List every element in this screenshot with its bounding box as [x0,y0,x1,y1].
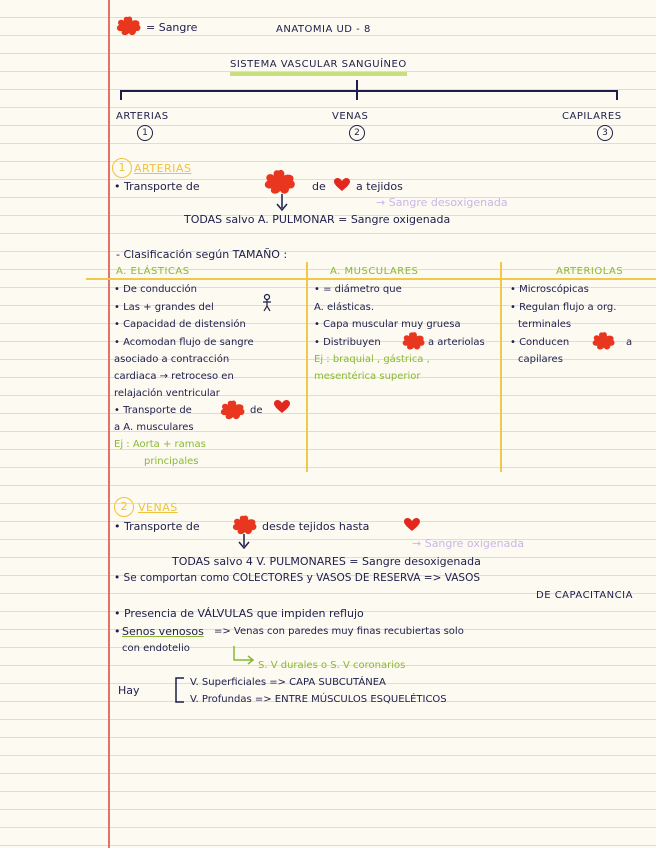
branch-num-1: 1 [137,125,153,141]
list-item: mesentérica superior [314,371,421,382]
venas-heading: VENAS [138,501,178,514]
list-item: • De conducción [114,284,197,295]
page-title: ANATOMIA UD - 8 [276,24,371,35]
arterias-transport-post: a tejidos [356,180,403,193]
venas-senos-examples: S. V durales o S. V coronarios [258,660,406,671]
list-item: • Transporte de [114,405,192,416]
blood-splat-icon [400,330,426,352]
col-arteriolas-title: ARTERIOLAS [556,266,624,277]
person-icon [262,294,272,312]
list-item: • Capacidad de distensión [114,319,246,330]
venas-todas: TODAS salvo 4 V. PULMONARES = Sangre desoxigenada [172,555,481,568]
list-item: • Acomodan flujo de sangre [114,337,254,348]
branch-capilares: CAPILARES [562,111,622,122]
legend-text: = Sangre [146,21,198,34]
table-divider-1 [306,262,308,472]
section-title: SISTEMA VASCULAR SANGUÍNEO [230,58,407,76]
col2-to-arteriolas: a arteriolas [428,337,485,348]
branch-num-2: 2 [349,125,365,141]
blood-splat-icon [218,398,246,422]
col1-example2: principales [144,456,199,467]
branch-num-3: 3 [597,125,613,141]
venas-senos: Senos venosos [122,625,204,638]
arterias-heading-num: 1 [112,158,132,178]
venas-note: → Sangre oxigenada [412,537,525,550]
venas-hay: Hay [118,684,140,697]
arterias-transport-mid: de [312,180,326,193]
table-divider-2 [500,262,502,472]
venas-profundas: V. Profundas => ENTRE MÚSCULOS ESQUELÉTICOS [190,694,447,705]
blood-splat-icon [590,330,616,352]
col1-transport-de: de [250,405,263,416]
list-item: cardiaca → retroceso en [114,371,234,382]
blood-splat-icon [258,168,300,196]
venas-senos-bullet: • [114,625,121,638]
list-item: capilares [518,354,563,365]
down-arrow-icon [276,194,288,212]
col-musculares-title: A. MUSCULARES [330,266,419,277]
list-item: • Conducen [510,337,570,348]
list-item: • Capa muscular muy gruesa [314,319,461,330]
heart-icon [274,400,290,414]
list-item: • = diámetro que [314,284,402,295]
list-item: • Distribuyen [314,337,381,348]
venas-senos-rest: => Venas con paredes muy finas recubiertas solo [214,626,464,637]
bracket-icon [172,676,186,704]
branch-arterias: ARTERIAS [116,111,169,122]
col1-example: Ej : Aorta + ramas [114,439,206,450]
col3-a: a [626,337,633,348]
arterias-transport-pre: • Transporte de [114,180,200,193]
arterias-note: → Sangre desoxigenada [376,196,508,209]
venas-colectores: • Se comportan como COLECTORES y VASOS DE RESERVA => VASOS [114,572,481,584]
list-item: Ej : braquial , gástrica , [314,354,430,365]
venas-senos-rest2: con endotelio [122,643,190,654]
list-item: relajación ventricular [114,388,220,399]
heart-icon [404,518,420,532]
venas-capacitancia: DE CAPACITANCIA [536,590,633,601]
list-item: asociado a contracción [114,354,230,365]
branch-venas: VENAS [332,111,369,122]
arterias-heading: ARTERIAS [134,162,192,175]
venas-heading-num: 2 [114,497,134,517]
venas-valvulas: • Presencia de VÁLVULAS que impiden reflujo [114,607,364,620]
list-item: A. elásticas. [314,302,375,313]
table-header-line [86,278,656,280]
list-item: terminales [518,319,572,330]
col-elasticas-title: A. ELÁSTICAS [116,266,190,277]
list-item: • Microscópicas [510,284,589,295]
arterias-todas: TODAS salvo A. PULMONAR = Sangre oxigenada [184,213,451,226]
margin-line [108,0,110,848]
blood-splat-icon [230,514,258,536]
arterias-clasificacion: - Clasificación según TAMAÑO : [116,248,288,261]
venas-transport-pre: • Transporte de [114,520,200,533]
tree-bracket [120,90,618,92]
down-arrow-icon [238,534,250,550]
heart-icon [334,178,350,192]
venas-superficiales: V. Superficiales => CAPA SUBCUTÁNEA [190,677,386,688]
arrow-icon [232,646,256,666]
list-item: • Las + grandes del [114,302,214,313]
list-item: • Regulan flujo a org. [510,302,617,313]
list-item: a A. musculares [114,422,194,433]
venas-transport-mid: desde tejidos hasta [262,520,370,533]
blood-splat-icon [114,15,142,37]
